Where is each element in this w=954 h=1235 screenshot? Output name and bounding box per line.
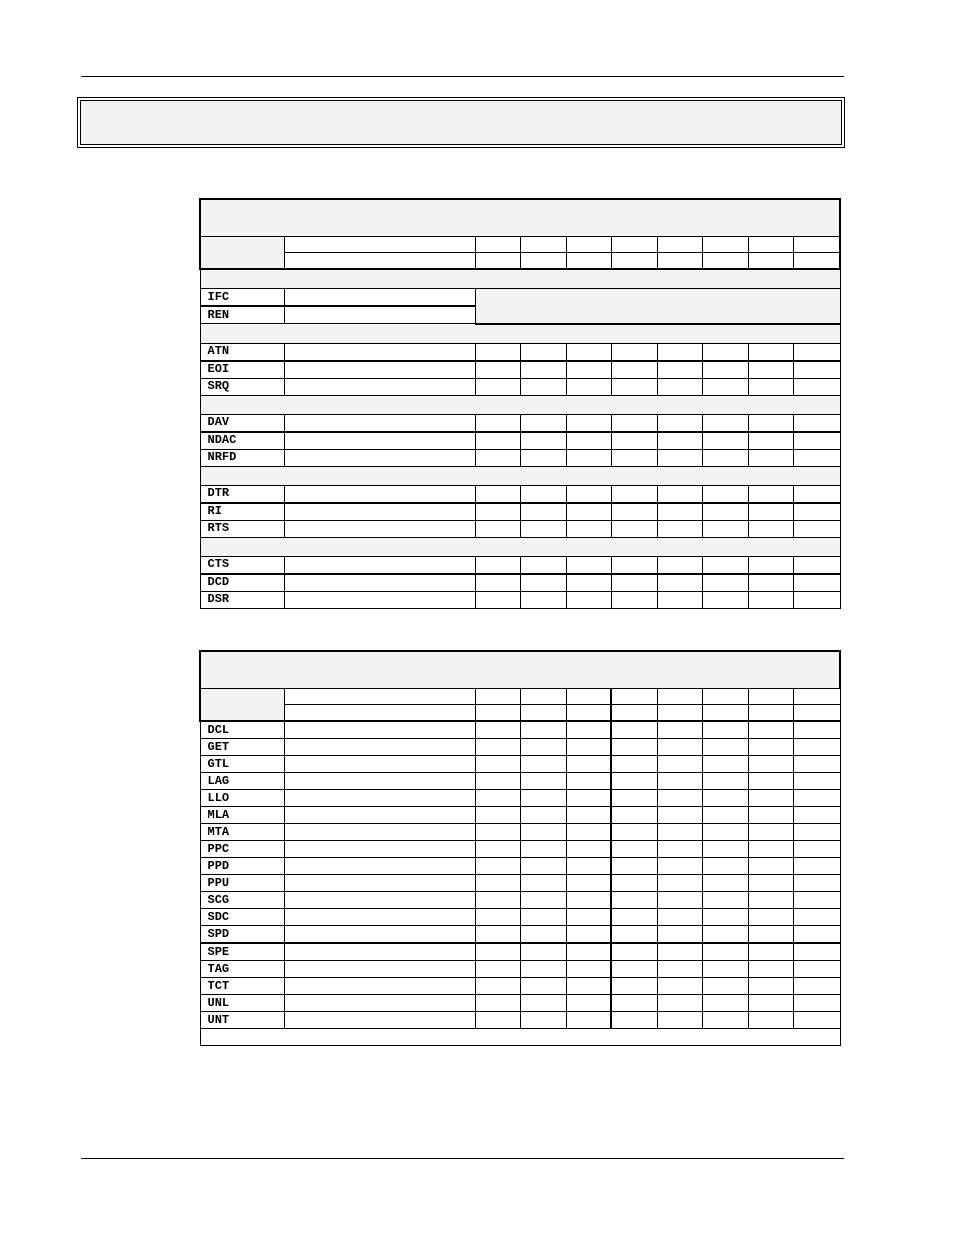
column-header-cell [200, 689, 284, 722]
signal-label: DAV [200, 414, 284, 432]
group-band [200, 324, 840, 344]
signal-label: EOI [200, 361, 284, 379]
signal-label: NDAC [200, 432, 284, 450]
signal-label: CTS [200, 556, 284, 574]
command-label: TCT [200, 978, 284, 995]
signal-label: ATN [200, 343, 284, 361]
signal-label: SRQ [200, 378, 284, 395]
group-band [200, 269, 840, 289]
status-lines-table [199, 198, 841, 609]
command-label: TAG [200, 961, 284, 978]
group-band [200, 537, 840, 556]
signal-label: RTS [200, 520, 284, 537]
command-label: MLA [200, 807, 284, 824]
bus-commands-table [199, 650, 841, 1046]
header-rule [81, 76, 844, 77]
group-band [200, 395, 840, 414]
command-label: PPU [200, 875, 284, 892]
footer-rule [81, 1158, 844, 1159]
page-banner [77, 97, 845, 148]
signal-label: DTR [200, 485, 284, 503]
command-label: MTA [200, 824, 284, 841]
command-label: LLO [200, 790, 284, 807]
signal-label: IFC [200, 289, 284, 307]
command-label: PPD [200, 858, 284, 875]
column-header-cell [284, 689, 475, 705]
table-footer-cell [200, 1029, 840, 1046]
command-label: SCG [200, 892, 284, 909]
command-label: UNT [200, 1012, 284, 1029]
page-banner-inner [80, 100, 842, 145]
command-label: GET [200, 739, 284, 756]
signal-label: NRFD [200, 449, 284, 466]
command-label: SPE [200, 943, 284, 961]
command-label: DCL [200, 721, 284, 739]
command-label: PPC [200, 841, 284, 858]
command-label: GTL [200, 756, 284, 773]
command-label: UNL [200, 995, 284, 1012]
command-label: SPD [200, 926, 284, 944]
group-band [200, 466, 840, 485]
signal-label: DCD [200, 574, 284, 592]
signal-label: RI [200, 503, 284, 521]
column-header-cell [284, 237, 475, 253]
table-title-band [200, 651, 840, 689]
column-header-cell [200, 237, 284, 270]
signal-label: REN [200, 306, 284, 324]
merged-cell [475, 289, 840, 324]
table-title-band [200, 199, 840, 237]
command-label: LAG [200, 773, 284, 790]
command-label: SDC [200, 909, 284, 926]
signal-label: DSR [200, 591, 284, 608]
